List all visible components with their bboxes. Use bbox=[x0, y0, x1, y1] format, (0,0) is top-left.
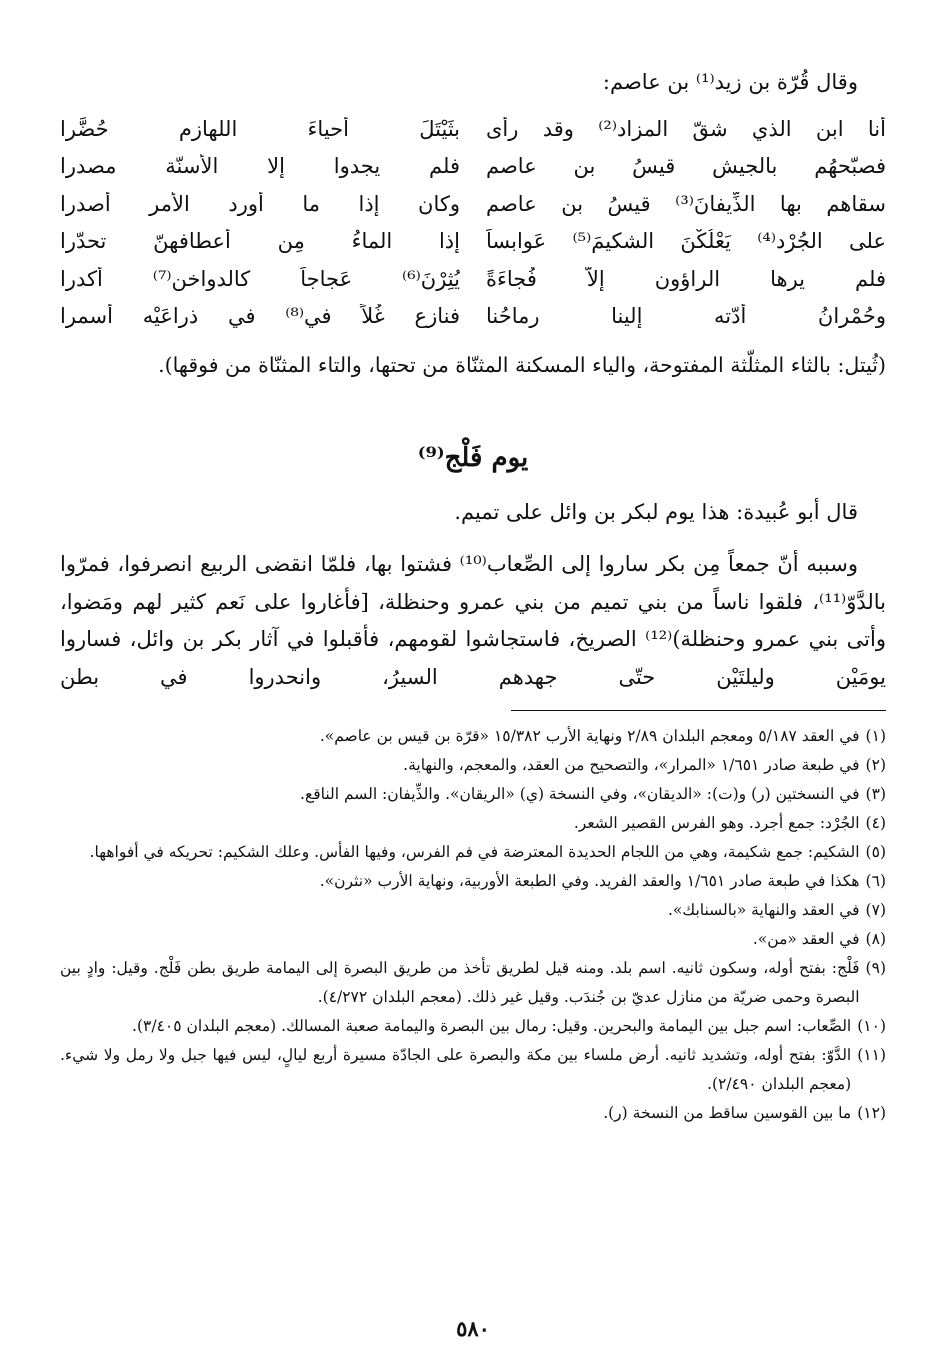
footnote bbox=[60, 838, 886, 867]
verse-second-hemistich: إذا الماءُ مِن أعطافهنّ تحدّرا bbox=[60, 229, 460, 254]
verse-first-hemistich: فلم يرها الراؤون إلاّ فُجاءَةً bbox=[486, 266, 886, 291]
poem-verse bbox=[60, 185, 886, 223]
footnote-number: (٨) bbox=[865, 930, 886, 948]
footnote-text: في طبعة صادر ١/٦٥١ «المرار»، والتصحيح من العقد، والمعجم، والنهاية. bbox=[403, 756, 860, 774]
body-paragraph: وسببه أنّ جمعاً مِن بكر ساروا إلى الصِّعاب⁽¹⁰⁾ فشتوا بها، فلمّا انقضى الربيع انصرفوا، فمرّوا بالدَّوّ⁽¹¹⁾، فلقوا ناساً من بني تميم من بني عمرو وحنظلة، [فأغاروا على نَعم كثير لهم ومَضوا، وأتى بني عمرو وحنظلة)⁽¹²⁾ الصريخ، فاستجاشوا لقومهم، فأقبلوا في آثار بكر بن وائل، فساروا يومَيْن وليلتَيْن حتّى جهدهم السيرُ، وانحدروا في بطن bbox=[60, 552, 886, 689]
verse-first-hemistich: وحُمْرانُ أدّته إلينا رماحُنا bbox=[486, 304, 886, 329]
verse-first-hemistich: على الجُرْد⁽⁴⁾ يَعْلُكْنَ الشكيمَ⁽⁵⁾ عَوابساً bbox=[486, 229, 886, 254]
footnote-text: الدَّوّ: بفتح أوله، وتشديد ثانيه. أرض ملساء بين مكة والبصرة على الجادّة مسيرة أربع ليالٍ، ليس فيها جبل ولا رمل ولا شيء. (معجم البلدان ٢/٤٩٠). bbox=[60, 1046, 852, 1093]
verse-first-hemistich: سقاهم بها الذِّيفانَ⁽³⁾ قيسُ بن عاصم bbox=[486, 191, 886, 216]
footnote-number: (٣) bbox=[865, 785, 886, 803]
footnote-number: (١) bbox=[865, 727, 886, 745]
footnote bbox=[60, 954, 886, 1012]
poem-verse bbox=[60, 110, 886, 148]
footnote bbox=[60, 751, 886, 780]
poem-verse bbox=[60, 223, 886, 261]
footnote bbox=[60, 1099, 886, 1128]
footnote-text: ما بين القوسين ساقط من النسخة (ر). bbox=[603, 1104, 852, 1122]
footnote-text: الشكيم: جمع شكيمة، وهي من اللجام الحديدة المعترضة في فم الفرس، وفيها الفأس. وعلك الشكيم: تحريكه في أفواهها. bbox=[89, 843, 860, 861]
footnote-divider bbox=[511, 710, 886, 711]
footnote bbox=[60, 722, 886, 751]
footnote bbox=[60, 896, 886, 925]
footnote-text: هكذا في طبعة صادر ١/٦٥١ والعقد الفريد. وفي الطبعة الأوربية، ونهاية الأرب «نثرن». bbox=[319, 872, 860, 890]
footnote-number: (١٢) bbox=[857, 1104, 886, 1122]
verse-second-hemistich: يُثِرْنَ⁽⁶⁾ عَجاجاً كالدواخن⁽⁷⁾ أكدرا bbox=[60, 266, 460, 291]
footnote-text: في العقد والنهاية «بالسنابك». bbox=[668, 901, 860, 919]
footnotes bbox=[60, 722, 886, 1128]
poem bbox=[60, 110, 886, 335]
verse-second-hemistich: فنازع غُلاً في⁽⁸⁾ في ذراعَيْه أسمرا bbox=[60, 304, 460, 329]
footnote-text: الجُرْد: جمع أجرد. وهو الفرس القصير الشعر. bbox=[573, 814, 860, 832]
footnote bbox=[60, 925, 886, 954]
lead-sentence: قال أبو عُبيدة: هذا يوم لبكر بن وائل على تميم. bbox=[454, 500, 858, 524]
footnote-text: في العقد «من». bbox=[752, 930, 860, 948]
intro-line: وقال قُرّة بن زيد⁽¹⁾ بن عاصم: bbox=[602, 70, 858, 94]
footnote bbox=[60, 809, 886, 838]
footnote-text: فَلْج: بفتح أوله، وسكون ثانيه. اسم بلد. ومنه قيل لطريق تأخذ من طريق البصرة إلى اليمامة طريق بطن فَلْج. وقيل: وادٍ بين البصرة وحمى ضريّة من منازل عديّ بن جُندَب. وقيل غير ذلك. (معجم البلدان ٤/٢٧٢). bbox=[60, 959, 860, 1006]
footnote-number: (٤) bbox=[865, 814, 886, 832]
footnote-number: (٥) bbox=[865, 843, 886, 861]
verse-first-hemistich: أنا ابن الذي شقّ المزاد⁽²⁾ وقد رأى bbox=[486, 116, 886, 141]
footnote bbox=[60, 780, 886, 809]
footnote bbox=[60, 867, 886, 896]
footnote-number: (٧) bbox=[865, 901, 886, 919]
footnote-text: في العقد ٥/١٨٧ ومعجم البلدان ٢/٨٩ ونهاية الأرب ١٥/٣٨٢ «قرّة بن قيس بن عاصم». bbox=[319, 727, 860, 745]
footnote-number: (٢) bbox=[865, 756, 886, 774]
footnote bbox=[60, 1012, 886, 1041]
footnote bbox=[60, 1041, 886, 1099]
verse-second-hemistich: وكان إذا ما أورد الأمر أصدرا bbox=[60, 191, 460, 216]
poem-verse bbox=[60, 298, 886, 336]
footnote-number: (٦) bbox=[865, 872, 886, 890]
footnote-number: (١٠) bbox=[857, 1017, 886, 1035]
footnote-text: في النسختين (ر) و(ت): «الديقان»، وفي النسخة (ي) «الريقان». والذِّيفان: السم الناقع. bbox=[300, 785, 860, 803]
verse-first-hemistich: فصبّحهُم بالجيش قيسُ بن عاصم bbox=[486, 154, 886, 179]
verse-second-hemistich: فلم يجدوا إلا الأسنّة مصدرا bbox=[60, 154, 460, 179]
footnote-number: (١١) bbox=[857, 1046, 886, 1064]
footnote-text: الصِّعاب: اسم جبل بين اليمامة والبحرين. وقيل: رمال بين البصرة واليمامة صعبة المسالك. (معجم البلدان ٣/٤٠٥). bbox=[132, 1017, 852, 1035]
page-number: ٥٨٠ bbox=[456, 1316, 490, 1341]
poem-verse bbox=[60, 260, 886, 298]
section-heading: يوم فَلْج⁽⁹⁾ bbox=[417, 443, 529, 473]
footnote-number: (٩) bbox=[865, 959, 886, 977]
poem-verse bbox=[60, 148, 886, 186]
explanation-note: (ثُيتل: بالثاء المثلّثة المفتوحة، والياء المسكنة المثنّاة من تحتها، والتاء المثنّاة من فوقها). bbox=[158, 353, 886, 377]
verse-second-hemistich: بثَيْتَلَ أحياءَ اللهازم حُضَّرا bbox=[60, 116, 460, 141]
